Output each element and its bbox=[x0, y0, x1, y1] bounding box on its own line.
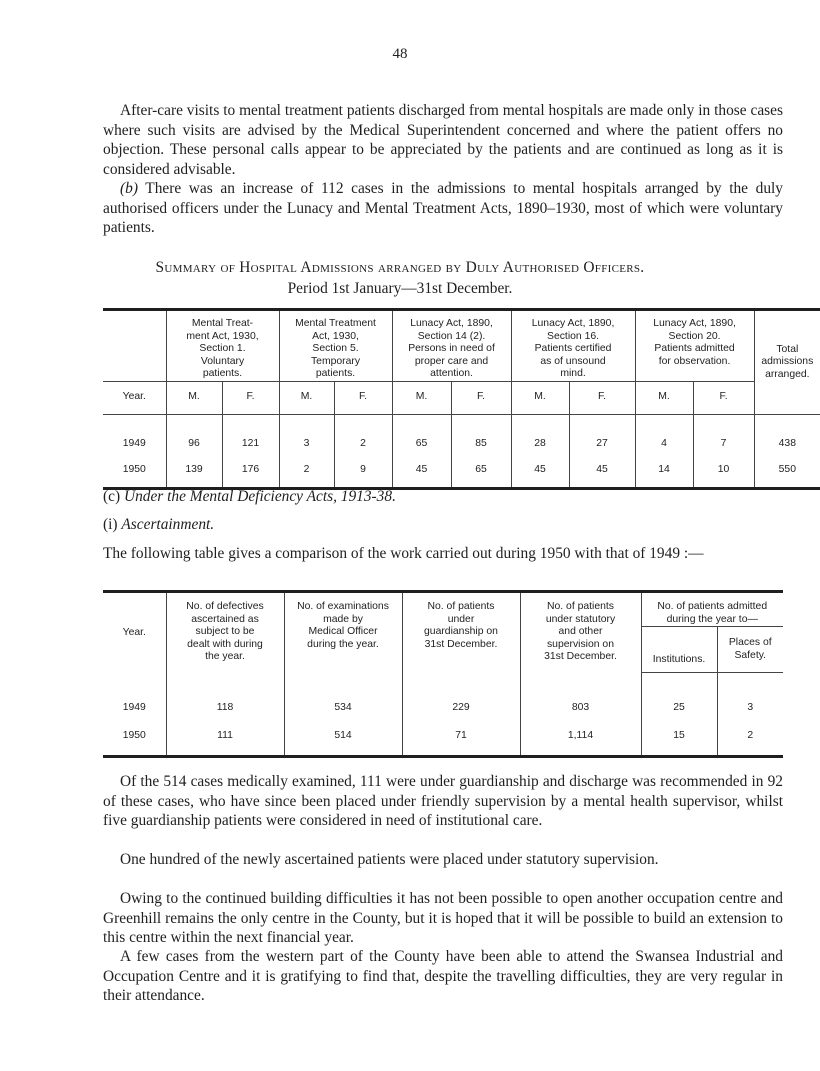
paragraph-b-label: (b) bbox=[120, 180, 138, 197]
admissions-increase-paragraph bbox=[103, 179, 783, 238]
value-cell: 45 bbox=[511, 450, 569, 488]
total-cell: 550 bbox=[778, 464, 796, 475]
value-cell: 45 bbox=[569, 450, 635, 488]
header-total: Total admissions arranged. bbox=[754, 310, 820, 415]
value-cell: 2 bbox=[747, 729, 754, 741]
year-cell: 1950 bbox=[103, 450, 166, 488]
value-cell: 803 bbox=[520, 673, 641, 715]
value-cell: 3 bbox=[747, 702, 754, 713]
value-cell: 96 bbox=[166, 414, 222, 450]
year-header: Year. bbox=[103, 592, 166, 673]
total-cell: 438 bbox=[778, 437, 796, 449]
value-cell: 65 bbox=[392, 414, 451, 450]
header-la-section16: Lunacy Act, 1890, Section 16. Patients certified as of unsound mind. bbox=[511, 310, 635, 382]
value-cell: 9 bbox=[334, 450, 392, 488]
f-header: F. bbox=[451, 381, 511, 414]
m-header: M. bbox=[279, 381, 334, 414]
value-cell: 514 bbox=[284, 715, 402, 757]
value-cell: 534 bbox=[284, 673, 402, 715]
header-la-section14: Lunacy Act, 1890, Section 14 (2). Persons in need of proper care and attention. bbox=[392, 310, 511, 382]
value-cell: 71 bbox=[402, 715, 520, 757]
value-cell: 15 bbox=[641, 715, 717, 757]
swansea-centre-paragraph: A few cases from the western part of the County have been able to attend the Swansea Industrial and Occupation Centre and it is gratifying to find that, despite the travelling difficulties, they are very regular in their attendance. bbox=[103, 948, 783, 1004]
m-header: M. bbox=[511, 381, 569, 414]
header-defectives-ascertained: No. of defectives ascertained as subject to be dealt with during the year. bbox=[166, 592, 284, 673]
value-cell: 25 bbox=[641, 673, 717, 715]
ascertainment-title: Ascertainment. bbox=[121, 516, 215, 533]
value-cell: 28 bbox=[511, 414, 569, 450]
table-row bbox=[103, 715, 783, 757]
m-header: M. bbox=[166, 381, 222, 414]
value-cell: 27 bbox=[569, 414, 635, 450]
header-la-section20: Lunacy Act, 1890, Section 20. Patients admitted for observation. bbox=[635, 310, 754, 382]
year-header: Year. bbox=[103, 381, 166, 414]
header-examinations: No. of examinations made by Medical Officer during the year. bbox=[284, 592, 402, 673]
section-c-heading bbox=[103, 487, 783, 507]
value-cell: 2 bbox=[334, 414, 392, 450]
f-header: F. bbox=[334, 381, 392, 414]
header-institutions: Institutions. bbox=[641, 627, 717, 673]
year-cell: 1949 bbox=[103, 414, 166, 450]
medically-examined-paragraph: Of the 514 cases medically examined, 111 were under guardianship and discharge was recommended in 92 of these cases, who have since been placed under friendly supervision by a mental health supervisor, whilst five guardianship patients were considered in need of institutional care. bbox=[103, 773, 783, 829]
page-number: 48 bbox=[392, 46, 408, 62]
value-cell: 85 bbox=[451, 414, 511, 450]
table-row bbox=[103, 414, 820, 450]
ascertainment-label: (i) bbox=[103, 516, 118, 533]
table-row bbox=[103, 673, 783, 715]
f-header: F. bbox=[222, 381, 279, 414]
statutory-supervision-paragraph: One hundred of the newly ascertained patients were placed under statutory supervision. bbox=[120, 851, 659, 868]
value-cell: 121 bbox=[222, 414, 279, 450]
value-cell: 111 bbox=[166, 715, 284, 757]
m-header: M. bbox=[635, 381, 693, 414]
ascertainment-heading bbox=[103, 515, 783, 535]
header-admitted: No. of patients admitted during the year to— bbox=[641, 592, 783, 627]
value-cell: 229 bbox=[402, 673, 520, 715]
value-cell: 3 bbox=[279, 414, 334, 450]
value-cell: 139 bbox=[166, 450, 222, 488]
year-cell: 1949 bbox=[103, 673, 166, 715]
value-cell: 65 bbox=[451, 450, 511, 488]
admissions-table bbox=[103, 308, 814, 490]
value-cell: 7 bbox=[693, 414, 754, 450]
comparison-intro: The following table gives a comparison of the work carried out during 1950 with that of 1949 :— bbox=[103, 545, 704, 562]
header-mta-section5: Mental Treatment Act, 1930, Section 5. Temporary patients. bbox=[279, 310, 392, 382]
table-row bbox=[103, 450, 820, 488]
m-header: M. bbox=[392, 381, 451, 414]
f-header: F. bbox=[693, 381, 754, 414]
after-care-paragraph: After-care visits to mental treatment patients discharged from mental hospitals are made only in those cases where such visits are advised by the Medical Superintendent concerned and where the patient offers no objection. These personal calls appear to be appreciated by the patients and are continued as long as it is considered advisable. bbox=[103, 102, 783, 178]
value-cell: 118 bbox=[166, 673, 284, 715]
occupation-centre-paragraph: Owing to the continued building difficulties it has not been possible to open another occupation centre and Greenhill remains the only centre in the County, but it is hoped that it will be possible to build an extension to this centre within the next financial year. bbox=[103, 890, 783, 946]
ascertainment-table bbox=[103, 590, 783, 758]
header-guardianship: No. of patients under guardianship on 31st December. bbox=[402, 592, 520, 673]
section-c-title: Under the Mental Deficiency Acts, 1913-38. bbox=[123, 488, 396, 505]
value-cell: 45 bbox=[392, 450, 451, 488]
paragraph-b-text: There was an increase of 112 cases in the admissions to mental hospitals arranged by the duly authorised officers under the Lunacy and Mental Treatment Acts, 1890–1930, most of which were voluntary patients. bbox=[103, 180, 783, 236]
header-places-of-safety: Places of Safety. bbox=[717, 627, 783, 673]
year-header-blank bbox=[103, 310, 166, 382]
value-cell: 14 bbox=[635, 450, 693, 488]
value-cell: 4 bbox=[635, 414, 693, 450]
section-c-label: (c) bbox=[103, 488, 121, 505]
f-header: F. bbox=[569, 381, 635, 414]
header-supervision: No. of patients under statutory and other supervision on 31st December. bbox=[520, 592, 641, 673]
value-cell: 10 bbox=[693, 450, 754, 488]
year-cell: 1950 bbox=[103, 715, 166, 757]
summary-period: Period 1st January—31st December. bbox=[287, 280, 513, 297]
value-cell: 2 bbox=[279, 450, 334, 488]
header-mta-section1: Mental Treat- ment Act, 1930, Section 1. Voluntary patients. bbox=[166, 310, 279, 382]
value-cell: 1,114 bbox=[520, 715, 641, 757]
value-cell: 176 bbox=[222, 450, 279, 488]
summary-title: Summary of Hospital Admissions arranged by Duly Authorised Officers. bbox=[155, 259, 645, 276]
